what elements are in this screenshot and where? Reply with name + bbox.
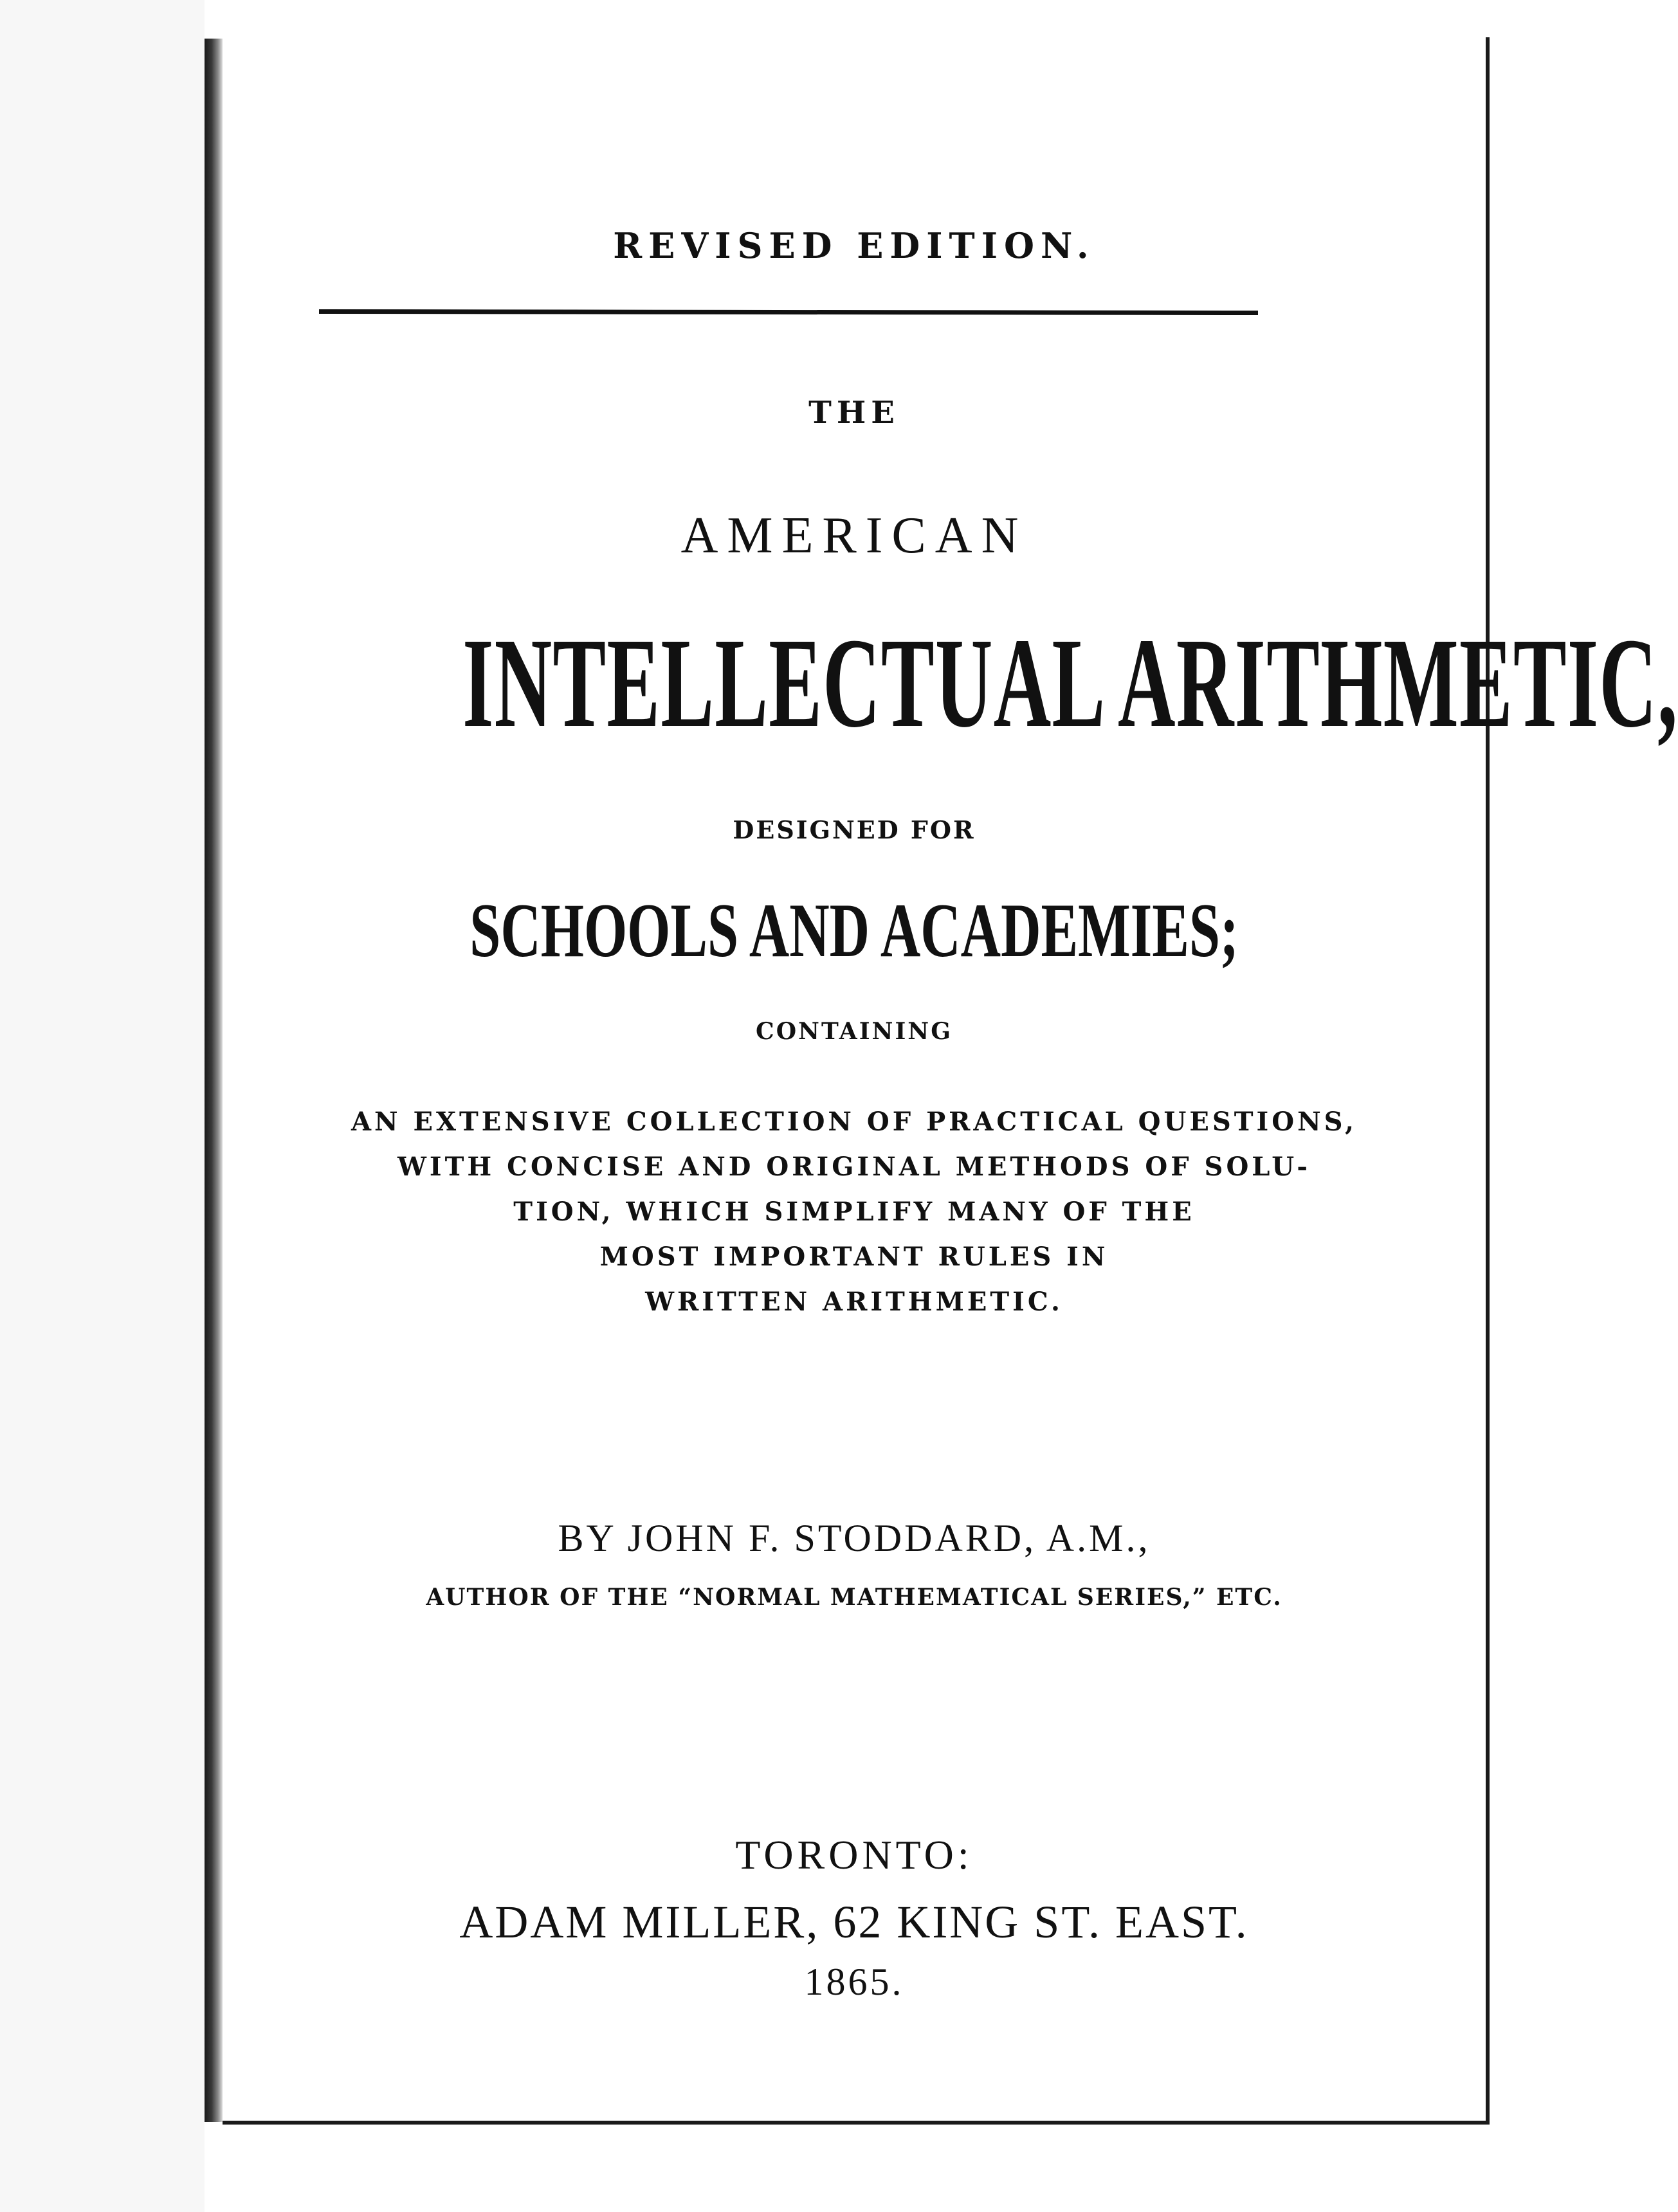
description-line-3: TION, WHICH SIMPLIFY MANY OF THE — [513, 1197, 1195, 1227]
description-line-2: WITH CONCISE AND ORIGINAL METHODS OF SOLU- — [397, 1152, 1311, 1182]
description-line-5: WRITTEN ARITHMETIC. — [645, 1287, 1063, 1317]
title-rule — [319, 309, 1258, 315]
description-line-1: AN EXTENSIVE COLLECTION OF PRACTICAL QUESTIONS, — [351, 1107, 1358, 1137]
author-line: BY JOHN F. STODDARD, A.M., — [558, 1517, 1151, 1559]
title-american: AMERICAN — [680, 507, 1028, 564]
main-title: INTELLECTUAL ARITHMETIC, — [462, 612, 1678, 754]
publication-year: 1865. — [804, 1961, 904, 2003]
containing-label: CONTAINING — [756, 1018, 953, 1045]
description-line-4: MOST IMPORTANT RULES IN — [599, 1242, 1109, 1272]
author-note: AUTHOR OF THE “NORMAL MATHEMATICAL SERIES,” ETC. — [426, 1584, 1282, 1611]
publisher-name: ADAM MILLER, 62 KING ST. EAST. — [459, 1896, 1249, 1948]
book-spine-shadow — [205, 39, 223, 2122]
title-article: THE — [808, 395, 900, 431]
left-page-edge — [0, 0, 205, 2212]
edition-label: REVISED EDITION. — [613, 225, 1095, 266]
subtitle-schools: SCHOOLS AND ACADEMIES; — [470, 887, 1239, 973]
designed-for: DESIGNED FOR — [733, 815, 976, 844]
publisher-city: TORONTO: — [735, 1832, 973, 1878]
title-page — [223, 37, 1678, 2125]
